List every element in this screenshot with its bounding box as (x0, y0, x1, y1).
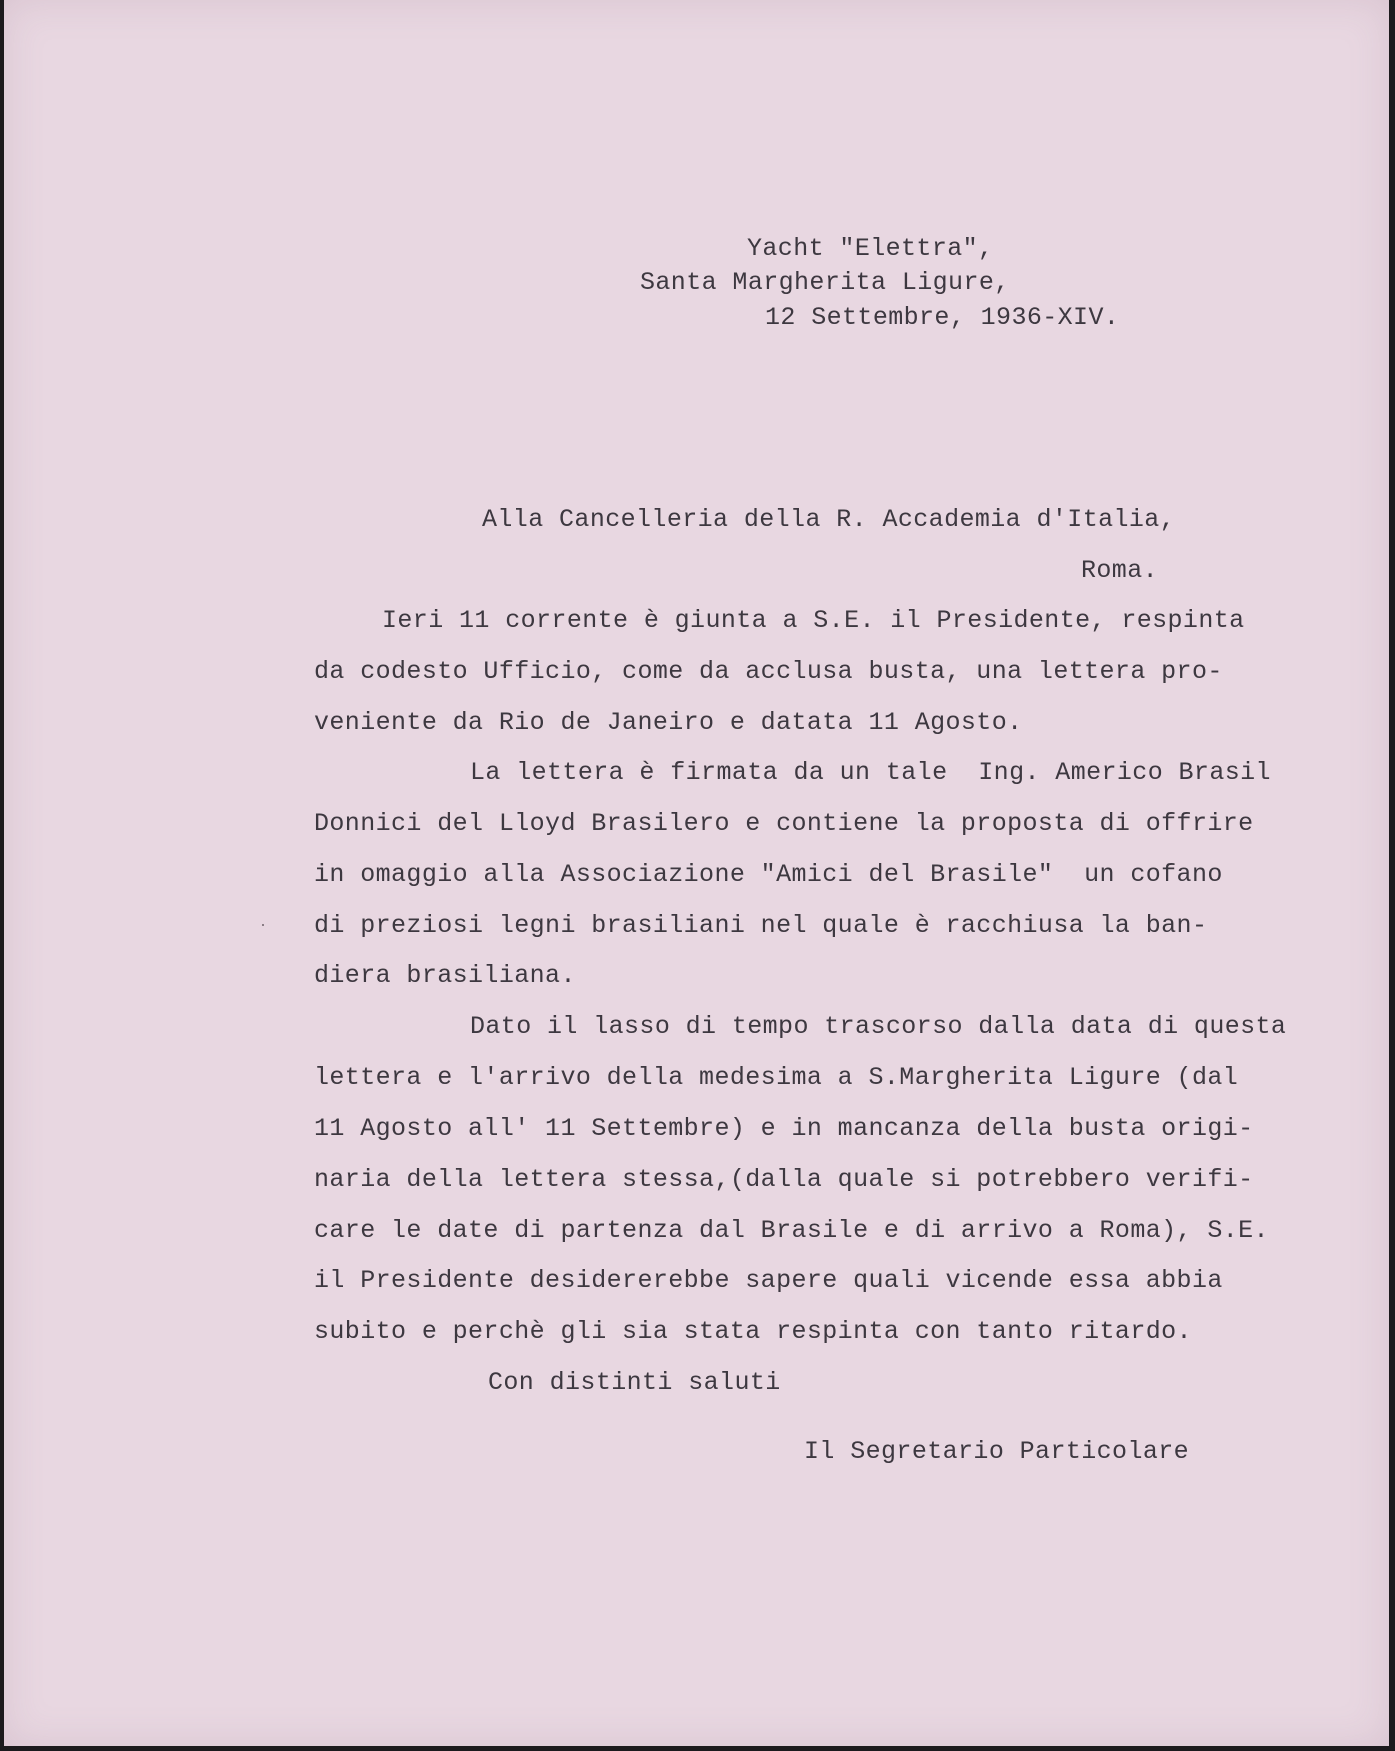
body-line-15: subito e perchè gli sia stata respinta con tanto ritardo. (314, 1317, 1192, 1346)
body-line-11: 11 Agosto all' 11 Settembre) e in mancanza della busta origi- (314, 1114, 1254, 1143)
body-line-14: il Presidente desidererebbe sapere quali vicende essa abbia (314, 1266, 1223, 1295)
body-line-12: naria della lettera stessa,(dalla quale si potrebbero verifi- (314, 1165, 1254, 1194)
body-line-6: in omaggio alla Associazione "Amici del Brasile" un cofano (314, 860, 1223, 889)
signature-title: Il Segretario Particolare (804, 1437, 1190, 1466)
body-line-4: La lettera è firmata da un tale Ing. Americo Brasil (470, 758, 1271, 787)
header-date: 12 Settembre, 1936-XIV. (765, 303, 1120, 332)
closing-salutation: Con distinti saluti (488, 1368, 781, 1397)
body-line-9: Dato il lasso di tempo trascorso dalla data di questa (470, 1012, 1287, 1041)
letter-page (4, 0, 1389, 1746)
recipient-city: Roma. (1081, 556, 1159, 585)
recipient-line-1: Alla Cancelleria della R. Accademia d'Italia, (482, 505, 1176, 534)
paper-speck (262, 924, 264, 926)
body-line-7: di preziosi legni brasiliani nel quale è racchiusa la ban- (314, 911, 1208, 940)
header-line-1: Yacht "Elettra", (747, 234, 994, 263)
body-line-1: Ieri 11 corrente è giunta a S.E. il Presidente, respinta (382, 606, 1245, 635)
body-line-10: lettera e l'arrivo della medesima a S.Margherita Ligure (dal (314, 1063, 1239, 1092)
body-line-2: da codesto Ufficio, come da acclusa busta, una lettera pro- (314, 657, 1223, 686)
header-line-2: Santa Margherita Ligure, (640, 268, 1010, 297)
body-line-13: care le date di partenza dal Brasile e di arrivo a Roma), S.E. (314, 1216, 1269, 1245)
body-line-8: diera brasiliana. (314, 961, 576, 990)
body-line-5: Donnici del Lloyd Brasilero e contiene la proposta di offrire (314, 809, 1254, 838)
body-line-3: veniente da Rio de Janeiro e datata 11 Agosto. (314, 708, 1023, 737)
